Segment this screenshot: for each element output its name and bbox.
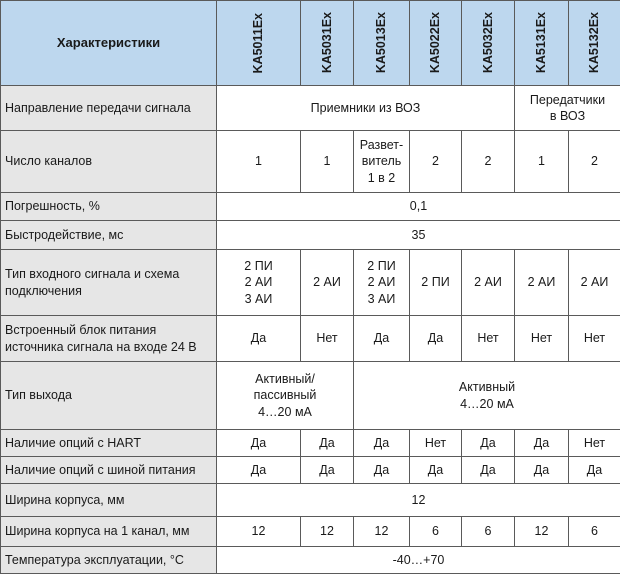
cell-output-group: Активный/ пассивный 4…20 мА bbox=[217, 362, 354, 430]
cell-value: Нет bbox=[569, 430, 620, 457]
cell-value: Развет- витель 1 в 2 bbox=[354, 131, 410, 193]
cell-value: 0,1 bbox=[217, 193, 620, 221]
cell-value: Да bbox=[515, 430, 569, 457]
row-label: Встроенный блок питания источника сигнала на входе 24 В bbox=[1, 316, 217, 362]
cell-value: 35 bbox=[217, 221, 620, 250]
header-row bbox=[1, 1, 620, 86]
cell-value: Да bbox=[354, 430, 410, 457]
cell-value: Нет bbox=[569, 316, 620, 362]
cell-value: 1 bbox=[515, 131, 569, 193]
row-hart bbox=[1, 430, 620, 457]
model-name: KA5132Ex bbox=[587, 12, 602, 74]
cell-value: 12 bbox=[217, 517, 301, 547]
row-input bbox=[1, 250, 620, 316]
model-name: KA5031Ex bbox=[319, 12, 334, 74]
row-label: Быстродействие, мс bbox=[1, 221, 217, 250]
cell-value: Нет bbox=[515, 316, 569, 362]
cell-value: 2 АИ bbox=[515, 250, 569, 316]
cell-transmitters: Передатчики в ВОЗ bbox=[515, 86, 620, 131]
row-width bbox=[1, 484, 620, 517]
row-label: Тип выхода bbox=[1, 362, 217, 430]
row-direction bbox=[1, 86, 620, 131]
header-model bbox=[462, 1, 515, 86]
model-name: KA5131Ex bbox=[534, 12, 549, 74]
cell-value: 2 bbox=[410, 131, 462, 193]
cell-value: Да bbox=[217, 316, 301, 362]
header-model bbox=[569, 1, 620, 86]
cell-value: 2 bbox=[462, 131, 515, 193]
cell-value: 1 bbox=[217, 131, 301, 193]
header-model bbox=[217, 1, 301, 86]
cell-value: 6 bbox=[410, 517, 462, 547]
cell-value: 6 bbox=[569, 517, 620, 547]
row-label: Число каналов bbox=[1, 131, 217, 193]
cell-value: Нет bbox=[410, 430, 462, 457]
cell-value: 2 АИ bbox=[569, 250, 620, 316]
cell-value: 12 bbox=[301, 517, 354, 547]
cell-value: Да bbox=[410, 457, 462, 484]
cell-value: Да bbox=[462, 430, 515, 457]
row-width-per-channel bbox=[1, 517, 620, 547]
cell-value: Да bbox=[354, 457, 410, 484]
row-label: Тип входного сигнала и схема подключения bbox=[1, 250, 217, 316]
row-label: Направление передачи сигнала bbox=[1, 86, 217, 131]
header-model bbox=[515, 1, 569, 86]
cell-value: 2 ПИ 2 АИ 3 АИ bbox=[354, 250, 410, 316]
cell-value: Да bbox=[354, 316, 410, 362]
cell-value: 2 АИ bbox=[301, 250, 354, 316]
cell-value: Да bbox=[301, 430, 354, 457]
row-label: Температура эксплуатации, °С bbox=[1, 547, 217, 574]
cell-value: 2 ПИ bbox=[410, 250, 462, 316]
cell-value: Да bbox=[217, 430, 301, 457]
cell-value: Да bbox=[462, 457, 515, 484]
row-label: Погрешность, % bbox=[1, 193, 217, 221]
row-label: Ширина корпуса, мм bbox=[1, 484, 217, 517]
cell-value: 12 bbox=[217, 484, 620, 517]
header-model bbox=[301, 1, 354, 86]
row-channels bbox=[1, 131, 620, 193]
cell-value: 2 ПИ 2 АИ 3 АИ bbox=[217, 250, 301, 316]
model-name: KA5013Ex bbox=[374, 12, 389, 74]
model-name: KA5032Ex bbox=[480, 12, 495, 74]
row-speed bbox=[1, 221, 620, 250]
cell-value: 1 bbox=[301, 131, 354, 193]
cell-value: 2 bbox=[569, 131, 620, 193]
row-accuracy bbox=[1, 193, 620, 221]
cell-value: Да bbox=[410, 316, 462, 362]
cell-output-group: Активный 4…20 мА bbox=[354, 362, 620, 430]
row-temperature bbox=[1, 547, 620, 574]
cell-value: Да bbox=[569, 457, 620, 484]
row-label: Наличие опций с HART bbox=[1, 430, 217, 457]
cell-value: -40…+70 bbox=[217, 547, 620, 574]
row-label: Наличие опций с шиной питания bbox=[1, 457, 217, 484]
row-label: Ширина корпуса на 1 канал, мм bbox=[1, 517, 217, 547]
cell-value: Нет bbox=[301, 316, 354, 362]
cell-value: 12 bbox=[515, 517, 569, 547]
row-bus bbox=[1, 457, 620, 484]
model-name: KA5022Ex bbox=[428, 12, 443, 74]
header-model bbox=[410, 1, 462, 86]
header-model bbox=[354, 1, 410, 86]
cell-value: 6 bbox=[462, 517, 515, 547]
row-power bbox=[1, 316, 620, 362]
cell-receivers: Приемники из ВОЗ bbox=[217, 86, 515, 131]
model-name: KA5011Ex bbox=[251, 12, 266, 74]
row-output bbox=[1, 362, 620, 430]
cell-value: Да bbox=[217, 457, 301, 484]
cell-value: Да bbox=[301, 457, 354, 484]
cell-value: Нет bbox=[462, 316, 515, 362]
cell-value: Да bbox=[515, 457, 569, 484]
cell-value: 12 bbox=[354, 517, 410, 547]
cell-value: 2 АИ bbox=[462, 250, 515, 316]
header-characteristics: Характеристики bbox=[1, 1, 217, 86]
